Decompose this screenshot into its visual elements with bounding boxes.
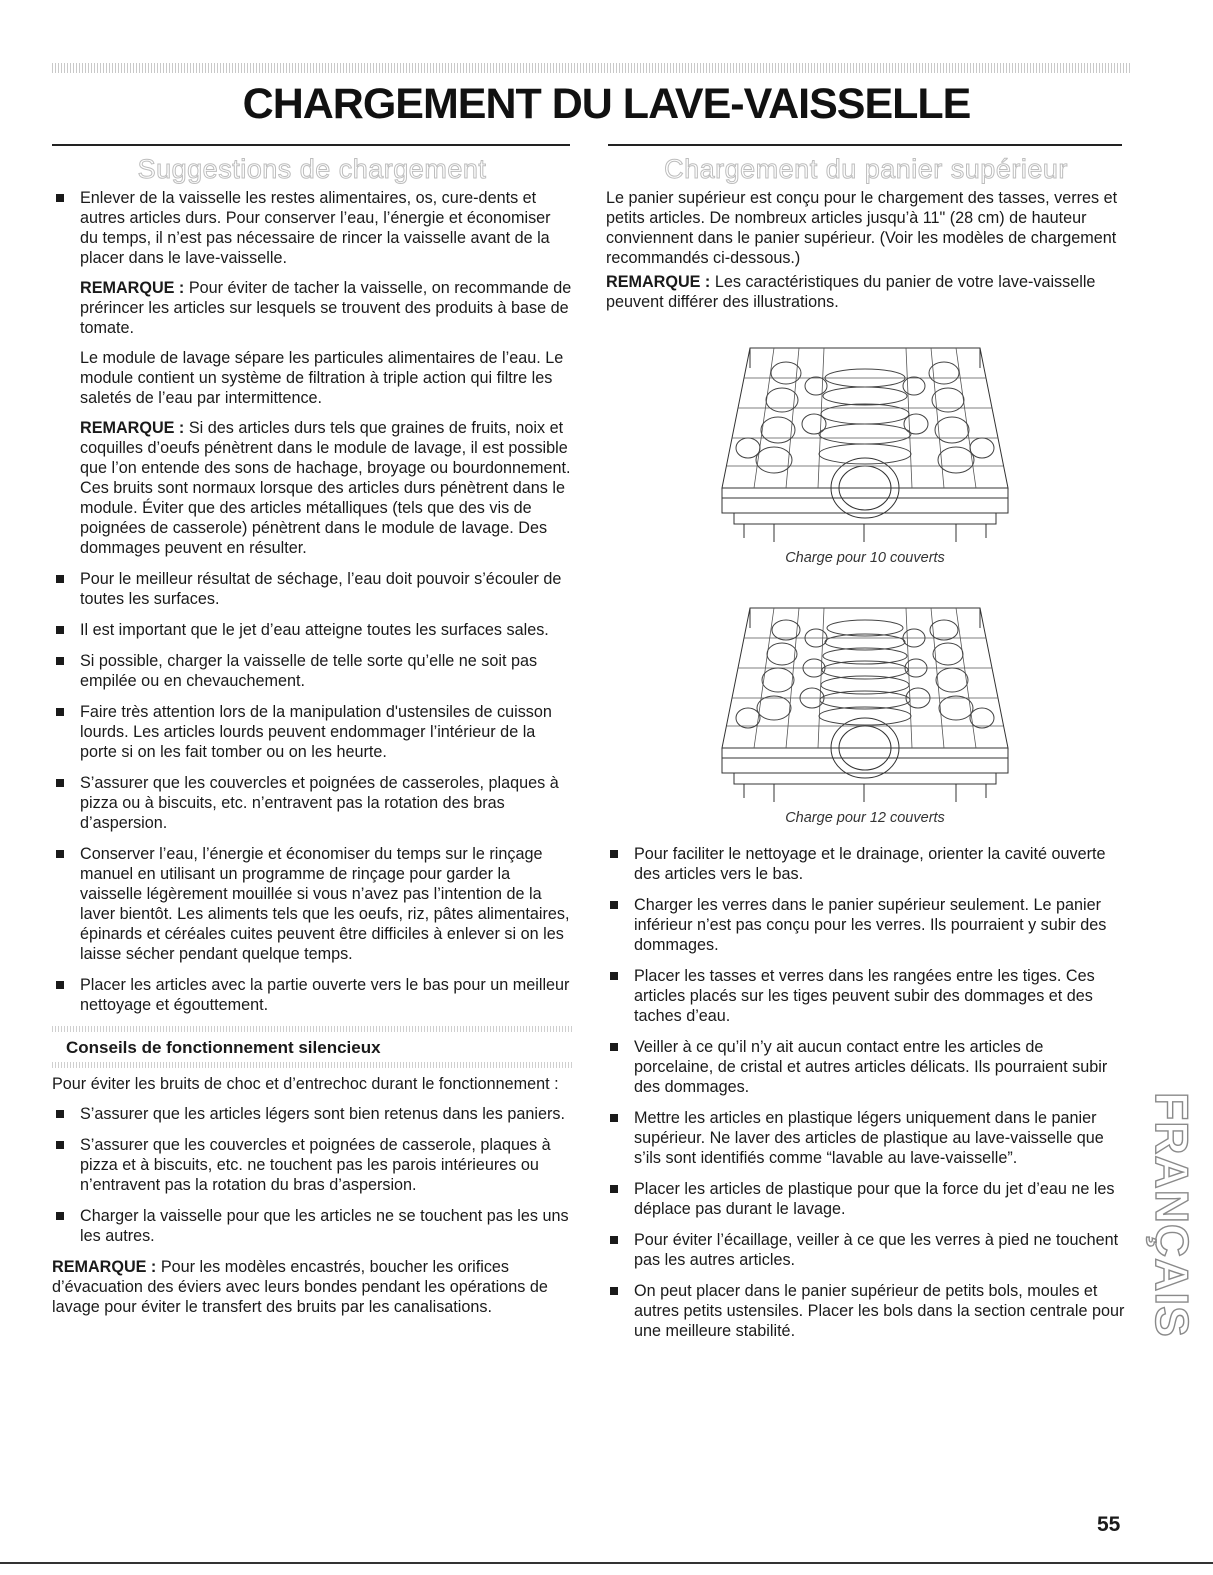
note-text: Les caractéristiques du panier de votre lave-vaisselle peuvent différer des illustrations. xyxy=(606,273,1096,311)
rack-illustration-10-place xyxy=(714,338,1016,568)
list-item xyxy=(606,1179,1126,1219)
section-heading-loading-suggestions: Suggestions de chargement xyxy=(137,154,487,184)
note-text: Si des articles durs tels que graines de fruits, noix et coquilles d’oeufs pénètrent dans le module de lavage, il est possible que l’on entende des sons de hachage, broyage ou bourdonnement. Ces bruits sont normaux lorsque des articles durs pénètrent dans le module. Éviter que des articles métalliques (tels que des vis de poignées de casserole) pénètrent dans le module de lavage. Des dommages peuvent en résulter. xyxy=(80,419,571,557)
list-item xyxy=(606,966,1126,1026)
bullet-text: Si possible, charger la vaisselle de telle sorte qu’elle ne soit pas empilée ou en chevauchement. xyxy=(80,652,538,690)
list-item xyxy=(52,569,572,609)
note-paragraph xyxy=(80,278,572,338)
rack-illustration-12-place xyxy=(714,598,1016,828)
bullet-square-icon xyxy=(56,981,64,989)
bullet-text: Enlever de la vaisselle les restes alimentaires, os, cure-dents et autres articles durs. Pour conserver l’eau, l’énergie et économiser du temps, il n’est pas nécessaire de rincer la vaisselle avant de la placer dans le lave-vaisselle. xyxy=(80,189,551,267)
bullet-text: Mettre les articles en plastique légers uniquement dans le panier supérieur. Ne laver des articles de plastique au lave-vaisselle que s’ils sont identifiés comme “lavable au lave-vaisselle”. xyxy=(634,1109,1104,1167)
bullet-text: Faire très attention lors de la manipulation d'ustensiles de cuisson lourds. Les articles lourds peuvent endommager l’intérieur de la porte si on les fait tomber ou on les heurte. xyxy=(80,703,552,761)
title-rule-left xyxy=(52,144,570,146)
quiet-intro-paragraph: Pour éviter les bruits de choc et d’entrechoc durant le fonctionnement : xyxy=(52,1075,559,1093)
bullet-square-icon xyxy=(56,1110,64,1118)
note-label: REMARQUE : xyxy=(52,1258,157,1276)
bullet-square-icon xyxy=(56,626,64,634)
list-item xyxy=(52,844,572,964)
list-item xyxy=(606,895,1126,955)
wash-module-paragraph: Le module de lavage sépare les particules alimentaires de l’eau. Le module contient un système de filtration à triple action qui filtre les saletés de l’eau par intermittence. xyxy=(80,349,564,407)
list-item xyxy=(606,1230,1126,1270)
bullet-square-icon xyxy=(610,850,618,858)
bullet-square-icon xyxy=(56,779,64,787)
bullet-square-icon xyxy=(56,1212,64,1220)
bullet-text: Pour éviter l’écaillage, veiller à ce que les verres à pied ne touchent pas les autres articles. xyxy=(634,1231,1119,1269)
page-title: CHARGEMENT DU LAVE-VAISSELLE xyxy=(242,80,971,128)
page-number: 55 xyxy=(1097,1513,1121,1536)
title-rule-right xyxy=(608,144,1122,146)
list-item xyxy=(606,1108,1126,1168)
right-column xyxy=(606,150,1126,1352)
list-item xyxy=(52,1206,572,1246)
bullet-text: On peut placer dans le panier supérieur de petits bols, moules et autres petits ustensiles. Placer les bols dans la section centrale pour une meilleure stabilité. xyxy=(634,1282,1125,1340)
bullet-square-icon xyxy=(56,575,64,583)
note-label: REMARQUE : xyxy=(80,279,185,297)
bullet-text: Charger la vaisselle pour que les articles ne se touchent pas les uns les autres. xyxy=(80,1207,569,1245)
language-side-tab: FRANÇAIS xyxy=(1146,1092,1198,1338)
upper-rack-tips-list xyxy=(606,844,1126,1341)
section-divider xyxy=(52,1026,572,1032)
note-text: Pour éviter de tacher la vaisselle, on recommande de prérincer les articles sur lesquels se trouvent des produits à base de tomate. xyxy=(80,279,572,337)
upper-rack-12-drawing xyxy=(714,598,1016,804)
bottom-rule xyxy=(0,1562,1213,1564)
top-dotted-rule xyxy=(52,63,1132,73)
figure-caption-10: Charge pour 10 couverts xyxy=(785,550,945,566)
note-paragraph xyxy=(606,272,1126,312)
bullet-square-icon xyxy=(610,972,618,980)
list-item xyxy=(52,651,572,691)
bullet-text: Pour faciliter le nettoyage et le drainage, orienter la cavité ouverte des articles vers le bas. xyxy=(634,845,1106,883)
bullet-square-icon xyxy=(610,1114,618,1122)
note-label: REMARQUE : xyxy=(606,273,711,291)
list-item xyxy=(606,1037,1126,1097)
note-paragraph xyxy=(80,418,572,558)
quiet-tips-list xyxy=(52,1104,572,1246)
list-item xyxy=(52,773,572,833)
section-divider xyxy=(52,1062,572,1068)
list-item xyxy=(52,975,572,1015)
bullet-text: Il est important que le jet d’eau atteigne toutes les surfaces sales. xyxy=(80,621,549,639)
bullet-text: Pour le meilleur résultat de séchage, l’eau doit pouvoir s’écouler de toutes les surfaces. xyxy=(80,570,562,608)
left-column xyxy=(52,150,572,1327)
upper-rack-10-drawing xyxy=(714,338,1016,544)
list-item xyxy=(606,844,1126,884)
list-item xyxy=(52,702,572,762)
bullet-square-icon xyxy=(56,1141,64,1149)
list-item xyxy=(52,1135,572,1195)
bullet-text: S’assurer que les couvercles et poignées de casserole, plaques à pizza et à biscuits, etc. ne touchent pas les parois intérieures ou n’entravent pas la rotation du bras d’aspersion. xyxy=(80,1136,551,1194)
bullet-text: Conserver l’eau, l’énergie et économiser du temps sur le rinçage manuel en utilisant un programme de rinçage pour garder la vaisselle légèrement mouillée si vous n’avez pas l’intention de la laver bientôt. Les aliments tels que les oeufs, riz, pâtes alimentaires, épinards et céréales cuites peuvent être difficiles à enlever si on les laisse sécher pendant quelque temps. xyxy=(80,845,570,963)
bullet-square-icon xyxy=(610,1236,618,1244)
bullet-square-icon xyxy=(56,657,64,665)
bullet-text: Placer les tasses et verres dans les rangées entre les tiges. Ces articles placés sur les tiges peuvent subir des dommages et des taches d’eau. xyxy=(634,967,1095,1025)
bullet-square-icon xyxy=(610,1185,618,1193)
figure-caption-12: Charge pour 12 couverts xyxy=(785,810,945,826)
bullet-text: S’assurer que les articles légers sont bien retenus dans les paniers. xyxy=(80,1105,565,1123)
section-heading-upper-rack: Chargement du panier supérieur xyxy=(664,154,1068,184)
subheading-quiet-operation: Conseils de fonctionnement silencieux xyxy=(66,1038,381,1057)
upper-rack-intro: Le panier supérieur est conçu pour le chargement des tasses, verres et petits articles. De nombreux articles jusqu’à 11" (28 cm) de hauteur conviennent dans le panier supérieur. (Voir les modèles de chargement recommandés ci-dessous.) xyxy=(606,189,1118,267)
bullet-text: Placer les articles avec la partie ouverte vers le bas pour un meilleur nettoyage et égouttement. xyxy=(80,976,570,1014)
bullet-square-icon xyxy=(610,1043,618,1051)
bullet-text: Charger les verres dans le panier supérieur seulement. Le panier inférieur n’est pas conçu pour les verres. Ils pourraient y subir des dommages. xyxy=(634,896,1107,954)
bullet-square-icon xyxy=(56,850,64,858)
list-item xyxy=(52,1104,572,1124)
list-item xyxy=(606,1281,1126,1341)
list-item xyxy=(52,620,572,640)
bullet-text: S’assurer que les couvercles et poignées de casseroles, plaques à pizza ou à biscuits, etc. n’entravent pas la rotation des bras d’aspersion. xyxy=(80,774,559,832)
bullet-square-icon xyxy=(610,1287,618,1295)
bullet-square-icon xyxy=(56,194,64,202)
bullet-square-icon xyxy=(610,901,618,909)
note-paragraph xyxy=(52,1257,572,1317)
bullet-square-icon xyxy=(56,708,64,716)
note-label: REMARQUE : xyxy=(80,419,185,437)
bullet-text: Placer les articles de plastique pour que la force du jet d’eau ne les déplace pas durant le lavage. xyxy=(634,1180,1115,1218)
loading-suggestions-list xyxy=(52,188,572,1015)
list-item xyxy=(52,188,572,558)
bullet-text: Veiller à ce qu’il n’y ait aucun contact entre les articles de porcelaine, de cristal et autres articles délicats. Ils pourraient subir des dommages. xyxy=(634,1038,1108,1096)
note-text: Pour les modèles encastrés, boucher les orifices d’évacuation des éviers avec leurs bondes pendant les opérations de lavage pour éviter le transfert des bruits par les canalisations. xyxy=(52,1258,548,1316)
